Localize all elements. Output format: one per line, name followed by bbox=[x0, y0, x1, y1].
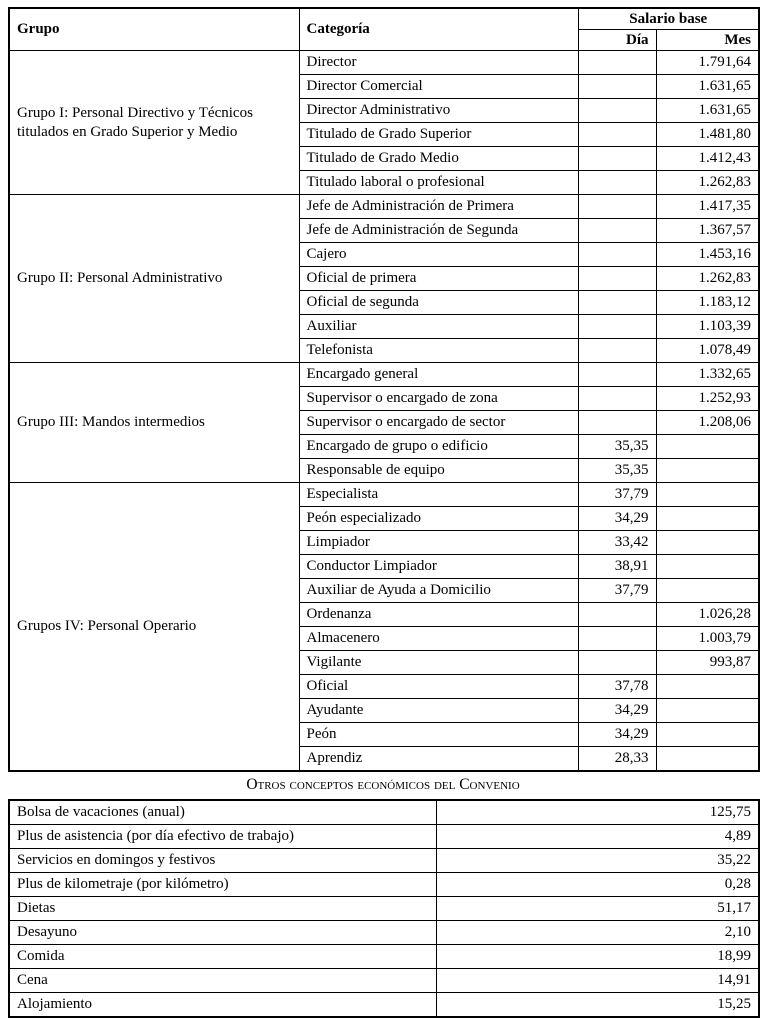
mes-value-cell bbox=[656, 675, 759, 699]
categoria-cell: Director bbox=[299, 51, 578, 75]
dia-value-cell: 37,78 bbox=[578, 675, 656, 699]
table-row bbox=[9, 51, 759, 75]
categoria-cell: Aprendiz bbox=[299, 747, 578, 772]
column-header-mes: Mes bbox=[656, 30, 759, 51]
dia-value-cell bbox=[578, 315, 656, 339]
dia-value-cell bbox=[578, 651, 656, 675]
mes-value-cell: 1.332,65 bbox=[656, 363, 759, 387]
categoria-cell: Peón especializado bbox=[299, 507, 578, 531]
categoria-cell: Oficial de primera bbox=[299, 267, 578, 291]
categoria-cell: Oficial de segunda bbox=[299, 291, 578, 315]
concepto-value-cell: 2,10 bbox=[436, 920, 759, 944]
table-row bbox=[9, 363, 759, 387]
mes-value-cell: 1.481,80 bbox=[656, 123, 759, 147]
categoria-cell: Responsable de equipo bbox=[299, 459, 578, 483]
concepto-label-cell: Desayuno bbox=[9, 920, 436, 944]
mes-value-cell: 1.412,43 bbox=[656, 147, 759, 171]
group-name-cell: Grupo I: Personal Directivo y Técnicos titulados en Grado Superior y Medio bbox=[9, 51, 299, 195]
column-header-dia: Día bbox=[578, 30, 656, 51]
concepto-value-cell: 15,25 bbox=[436, 992, 759, 1017]
dia-value-cell bbox=[578, 219, 656, 243]
dia-value-cell bbox=[578, 291, 656, 315]
mes-value-cell: 1.183,12 bbox=[656, 291, 759, 315]
concepto-value-cell: 35,22 bbox=[436, 848, 759, 872]
mes-value-cell: 1.791,64 bbox=[656, 51, 759, 75]
header-row-1 bbox=[9, 8, 759, 30]
table-row bbox=[9, 896, 759, 920]
dia-value-cell: 38,91 bbox=[578, 555, 656, 579]
categoria-cell: Telefonista bbox=[299, 339, 578, 363]
mes-value-cell: 993,87 bbox=[656, 651, 759, 675]
otros-conceptos-title: Otros conceptos económicos del Convenio bbox=[246, 776, 520, 793]
dia-value-cell bbox=[578, 75, 656, 99]
concepto-value-cell: 125,75 bbox=[436, 800, 759, 825]
concepto-value-cell: 51,17 bbox=[436, 896, 759, 920]
dia-value-cell bbox=[578, 387, 656, 411]
categoria-cell: Limpiador bbox=[299, 531, 578, 555]
mes-value-cell: 1.631,65 bbox=[656, 99, 759, 123]
concepto-label-cell: Plus de asistencia (por día efectivo de trabajo) bbox=[9, 824, 436, 848]
categoria-cell: Oficial bbox=[299, 675, 578, 699]
table-row bbox=[9, 968, 759, 992]
dia-value-cell bbox=[578, 123, 656, 147]
table-row bbox=[9, 848, 759, 872]
concepto-value-cell: 14,91 bbox=[436, 968, 759, 992]
table-row bbox=[9, 824, 759, 848]
mes-value-cell: 1.026,28 bbox=[656, 603, 759, 627]
dia-value-cell bbox=[578, 147, 656, 171]
dia-value-cell: 37,79 bbox=[578, 579, 656, 603]
column-header-categoria: Categoría bbox=[299, 8, 578, 51]
dia-value-cell: 37,79 bbox=[578, 483, 656, 507]
dia-value-cell bbox=[578, 267, 656, 291]
table-row bbox=[9, 992, 759, 1017]
table-row bbox=[9, 800, 759, 825]
mes-value-cell: 1.453,16 bbox=[656, 243, 759, 267]
dia-value-cell bbox=[578, 243, 656, 267]
mes-value-cell bbox=[656, 699, 759, 723]
categoria-cell: Cajero bbox=[299, 243, 578, 267]
dia-value-cell bbox=[578, 99, 656, 123]
mes-value-cell bbox=[656, 531, 759, 555]
table-row bbox=[9, 195, 759, 219]
dia-value-cell: 35,35 bbox=[578, 459, 656, 483]
categoria-cell: Supervisor o encargado de sector bbox=[299, 411, 578, 435]
mes-value-cell bbox=[656, 723, 759, 747]
dia-value-cell: 28,33 bbox=[578, 747, 656, 772]
categoria-cell: Titulado de Grado Medio bbox=[299, 147, 578, 171]
categoria-cell: Especialista bbox=[299, 483, 578, 507]
categoria-cell: Titulado laboral o profesional bbox=[299, 171, 578, 195]
categoria-cell: Vigilante bbox=[299, 651, 578, 675]
mes-value-cell bbox=[656, 507, 759, 531]
dia-value-cell bbox=[578, 171, 656, 195]
mes-value-cell: 1.103,39 bbox=[656, 315, 759, 339]
categoria-cell: Director Administrativo bbox=[299, 99, 578, 123]
categoria-cell: Ordenanza bbox=[299, 603, 578, 627]
salary-table-body bbox=[9, 51, 759, 772]
otros-conceptos-table bbox=[8, 799, 760, 1018]
dia-value-cell bbox=[578, 363, 656, 387]
mes-value-cell: 1.078,49 bbox=[656, 339, 759, 363]
mes-value-cell: 1.367,57 bbox=[656, 219, 759, 243]
group-name-cell: Grupos IV: Personal Operario bbox=[9, 483, 299, 772]
otros-conceptos-table-body bbox=[9, 800, 759, 1017]
categoria-cell: Almacenero bbox=[299, 627, 578, 651]
categoria-cell: Peón bbox=[299, 723, 578, 747]
categoria-cell: Ayudante bbox=[299, 699, 578, 723]
dia-value-cell bbox=[578, 339, 656, 363]
mes-value-cell bbox=[656, 579, 759, 603]
mes-value-cell bbox=[656, 747, 759, 772]
mes-value-cell bbox=[656, 435, 759, 459]
dia-value-cell bbox=[578, 411, 656, 435]
dia-value-cell bbox=[578, 51, 656, 75]
categoria-cell: Conductor Limpiador bbox=[299, 555, 578, 579]
concepto-label-cell: Alojamiento bbox=[9, 992, 436, 1017]
salary-table-header bbox=[9, 8, 759, 51]
table-row bbox=[9, 920, 759, 944]
categoria-cell: Titulado de Grado Superior bbox=[299, 123, 578, 147]
dia-value-cell: 35,35 bbox=[578, 435, 656, 459]
table-row bbox=[9, 872, 759, 896]
categoria-cell: Encargado de grupo o edificio bbox=[299, 435, 578, 459]
concepto-value-cell: 0,28 bbox=[436, 872, 759, 896]
column-header-grupo: Grupo bbox=[9, 8, 299, 51]
mes-value-cell bbox=[656, 483, 759, 507]
salary-table bbox=[8, 7, 760, 772]
mes-value-cell: 1.003,79 bbox=[656, 627, 759, 651]
categoria-cell: Jefe de Administración de Segunda bbox=[299, 219, 578, 243]
dia-value-cell: 34,29 bbox=[578, 699, 656, 723]
categoria-cell: Encargado general bbox=[299, 363, 578, 387]
mes-value-cell: 1.631,65 bbox=[656, 75, 759, 99]
concepto-label-cell: Servicios en domingos y festivos bbox=[9, 848, 436, 872]
dia-value-cell bbox=[578, 603, 656, 627]
dia-value-cell: 34,29 bbox=[578, 723, 656, 747]
categoria-cell: Auxiliar de Ayuda a Domicilio bbox=[299, 579, 578, 603]
dia-value-cell: 34,29 bbox=[578, 507, 656, 531]
categoria-cell: Auxiliar bbox=[299, 315, 578, 339]
table-row bbox=[9, 483, 759, 507]
group-name-cell: Grupo II: Personal Administrativo bbox=[9, 195, 299, 363]
table-row bbox=[9, 944, 759, 968]
column-header-salario-base: Salario base bbox=[578, 8, 759, 30]
concepto-value-cell: 4,89 bbox=[436, 824, 759, 848]
concepto-value-cell: 18,99 bbox=[436, 944, 759, 968]
mes-value-cell: 1.252,93 bbox=[656, 387, 759, 411]
mes-value-cell: 1.262,83 bbox=[656, 171, 759, 195]
dia-value-cell: 33,42 bbox=[578, 531, 656, 555]
mes-value-cell: 1.208,06 bbox=[656, 411, 759, 435]
mes-value-cell bbox=[656, 459, 759, 483]
concepto-label-cell: Plus de kilometraje (por kilómetro) bbox=[9, 872, 436, 896]
categoria-cell: Supervisor o encargado de zona bbox=[299, 387, 578, 411]
mes-value-cell bbox=[656, 555, 759, 579]
concepto-label-cell: Dietas bbox=[9, 896, 436, 920]
concepto-label-cell: Comida bbox=[9, 944, 436, 968]
concepto-label-cell: Bolsa de vacaciones (anual) bbox=[9, 800, 436, 825]
concepto-label-cell: Cena bbox=[9, 968, 436, 992]
dia-value-cell bbox=[578, 195, 656, 219]
dia-value-cell bbox=[578, 627, 656, 651]
group-name-cell: Grupo III: Mandos intermedios bbox=[9, 363, 299, 483]
mes-value-cell: 1.417,35 bbox=[656, 195, 759, 219]
categoria-cell: Jefe de Administración de Primera bbox=[299, 195, 578, 219]
mes-value-cell: 1.262,83 bbox=[656, 267, 759, 291]
categoria-cell: Director Comercial bbox=[299, 75, 578, 99]
